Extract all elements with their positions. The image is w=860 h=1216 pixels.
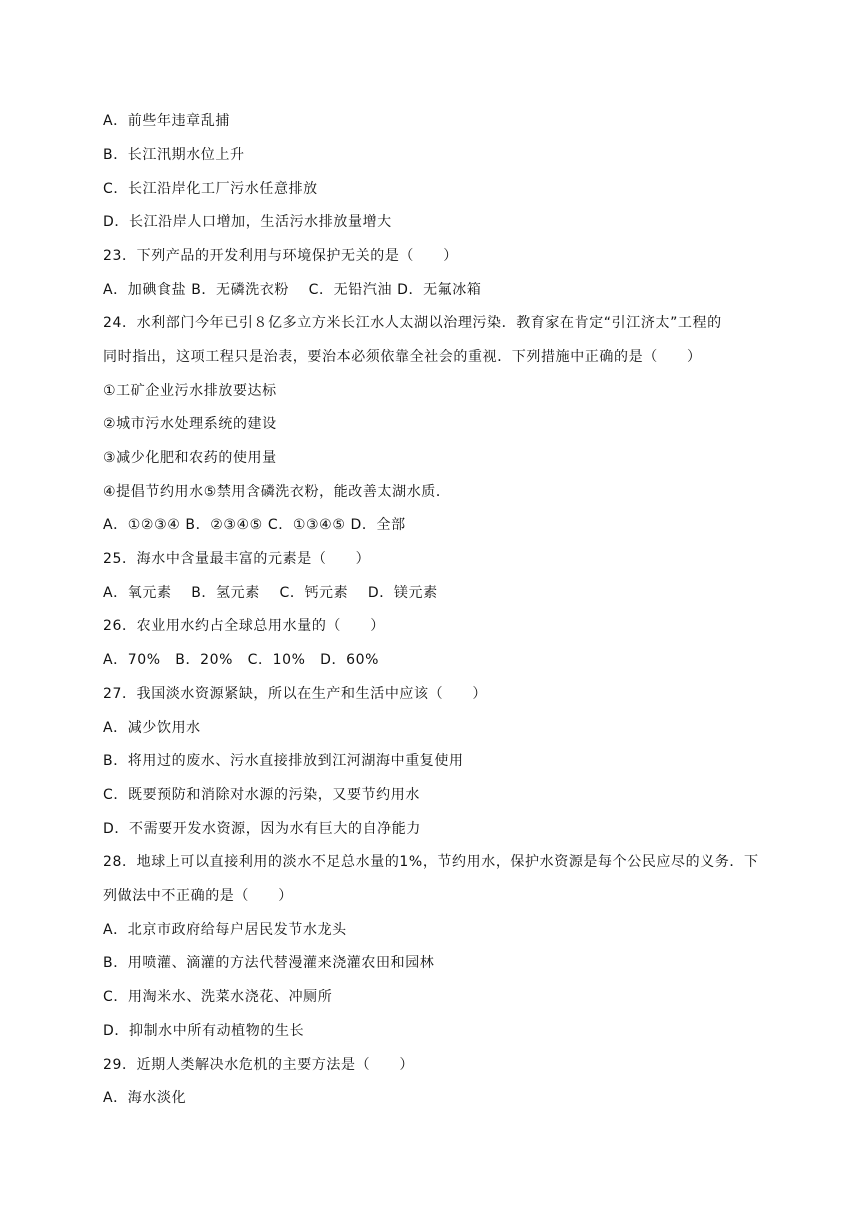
option-line: C．长江沿岸化工厂污水任意排放: [103, 181, 318, 197]
question-28: 28．地球上可以直接利用的淡水不足总水量的1%，节约用水，保护水资源是每个公民应尽的义务．下: [103, 854, 759, 870]
options-line: A．氧元素 B．氢元素 C．钙元素 D．镁元素: [103, 585, 438, 601]
option-line: A．减少饮用水: [103, 720, 201, 736]
measure-line: ④提倡节约用水⑤禁用含磷洗衣粉，能改善太湖水质．: [103, 484, 451, 500]
option-line: C．既要预防和消除对水源的污染，又要节约用水: [103, 787, 420, 803]
option-line: D．长江沿岸人口增加，生活污水排放量增大: [103, 214, 392, 230]
question-24: 24．水利部门今年已引８亿多立方米长江水人太湖以治理污染．教育家在肯定“引江济太”工程的: [103, 315, 722, 331]
option-line: A．海水淡化: [103, 1090, 187, 1106]
option-line: A．北京市政府给每户居民发节水龙头: [103, 922, 347, 938]
question-26: 26．农业用水约占全球总用水量的（ ）: [103, 618, 385, 634]
measure-line: ①工矿企业污水排放要达标: [103, 383, 277, 399]
question-25: 25．海水中含量最丰富的元素是（ ）: [103, 551, 371, 567]
option-line: B．将用过的废水、污水直接排放到江河湖海中重复使用: [103, 753, 464, 769]
question-23: 23．下列产品的开发利用与环境保护无关的是（ ）: [103, 248, 458, 264]
question-24-continued: 同时指出，这项工程只是治表，要治本必须依靠全社会的重视．下列措施中正确的是（ ）: [103, 349, 702, 365]
option-line: A．前些年违章乱捕: [103, 113, 230, 129]
measure-line: ②城市污水处理系统的建设: [103, 416, 277, 432]
options-line: A．加碘食盐 B．无磷洗衣粉 C．无铅汽油 D．无氟冰箱: [103, 282, 482, 298]
option-line: D．不需要开发水资源，因为水有巨大的自净能力: [103, 821, 421, 837]
option-line: B．用喷灌、滴灌的方法代替漫灌来浇灌农田和园林: [103, 955, 435, 971]
question-29: 29．近期人类解决水危机的主要方法是（ ）: [103, 1057, 415, 1073]
option-line: D．抑制水中所有动植物的生长: [103, 1023, 305, 1039]
option-line: B．长江汛期水位上升: [103, 147, 245, 163]
options-line: A．①②③④ B．②③④⑤ C．①③④⑤ D．全部: [103, 517, 406, 533]
options-line: A．70% B．20% C．10% D．60%: [103, 652, 380, 668]
option-line: C．用淘米水、洗菜水浇花、冲厕所: [103, 989, 333, 1005]
measure-line: ③减少化肥和农药的使用量: [103, 450, 277, 466]
question-28-continued: 列做法中不正确的是（ ）: [103, 888, 293, 904]
question-27: 27．我国淡水资源紧缺，所以在生产和生活中应该（ ）: [103, 686, 488, 702]
